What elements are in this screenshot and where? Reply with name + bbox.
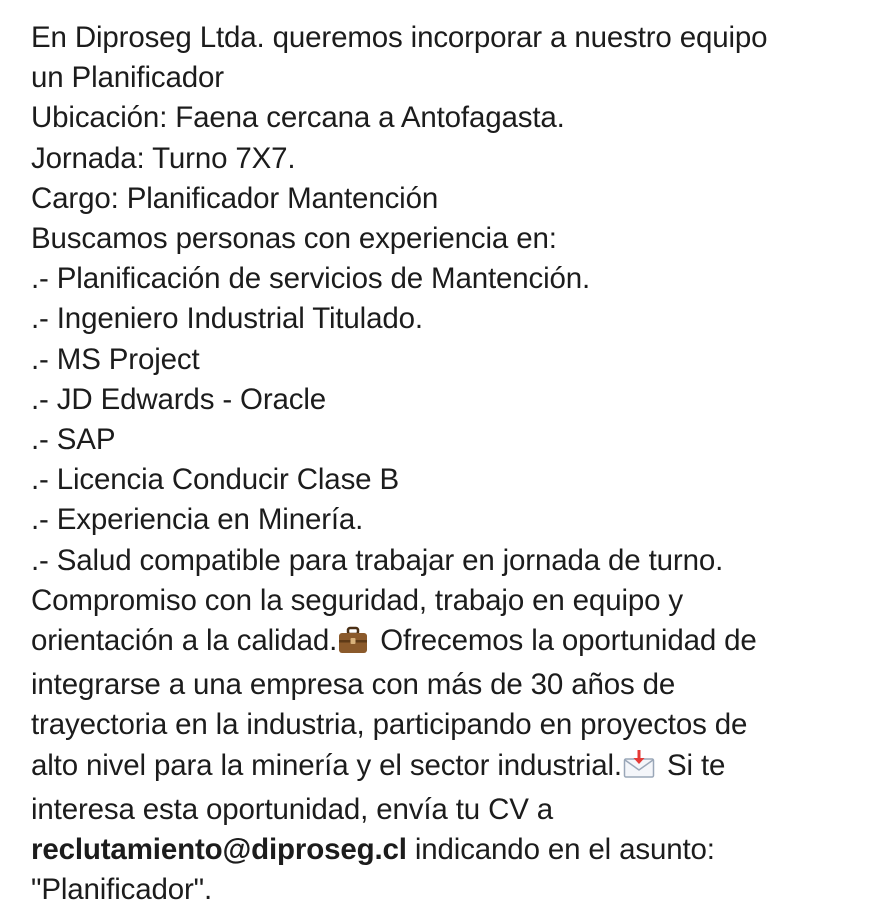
post-line: Compromiso con la seguridad, trabajo en equipo y [31, 583, 684, 617]
post-line: .- Ingeniero Industrial Titulado. [31, 302, 423, 336]
post-text-fragment: alto nivel para la minería y el sector industrial. [31, 748, 622, 782]
post-text-fragment: Ofrecemos la oportunidad de [372, 624, 757, 658]
post-text-fragment: Si te [658, 748, 726, 782]
post-line: .- SAP [31, 423, 116, 457]
post-line: integrarse a una empresa con más de 30 años de [31, 668, 676, 702]
post-line: un Planificador [31, 61, 224, 95]
briefcase-icon [338, 625, 368, 665]
post-line [31, 830, 881, 870]
post-line: Buscamos personas con experiencia en: [31, 222, 557, 256]
post-line: Jornada: Turno 7X7. [31, 141, 296, 175]
post-line: interesa esta oportunidad, envía tu CV a [31, 792, 554, 826]
post-line: Cargo: Planificador Mantención [31, 181, 439, 215]
post-line: .- Experiencia en Minería. [31, 503, 364, 537]
post-line: .- MS Project [31, 342, 200, 376]
post-line: trayectoria en la industria, participando en proyectos de [31, 708, 748, 742]
post-line: .- Salud compatible para trabajar en jornada de turno. [31, 543, 724, 577]
post-line: Ubicación: Faena cercana a Antofagasta. [31, 101, 565, 135]
post-text-fragment: indicando en el asunto: [406, 833, 715, 867]
post-line: .- JD Edwards - Oracle [31, 382, 327, 416]
email-address: reclutamiento@diproseg.cl [31, 833, 407, 867]
post-text-fragment: orientación a la calidad. [31, 624, 338, 658]
post-line: .- Planificación de servicios de Mantención. [31, 262, 591, 296]
post-line: En Diproseg Ltda. queremos incorporar a nuestro equipo [31, 21, 768, 54]
post-line: "Planificador". [31, 873, 213, 907]
post-line [31, 746, 881, 790]
job-post-text [31, 18, 881, 910]
incoming-envelope-icon [623, 749, 655, 790]
post-line: .- Licencia Conducir Clase B [31, 463, 399, 497]
post-line [31, 621, 881, 665]
